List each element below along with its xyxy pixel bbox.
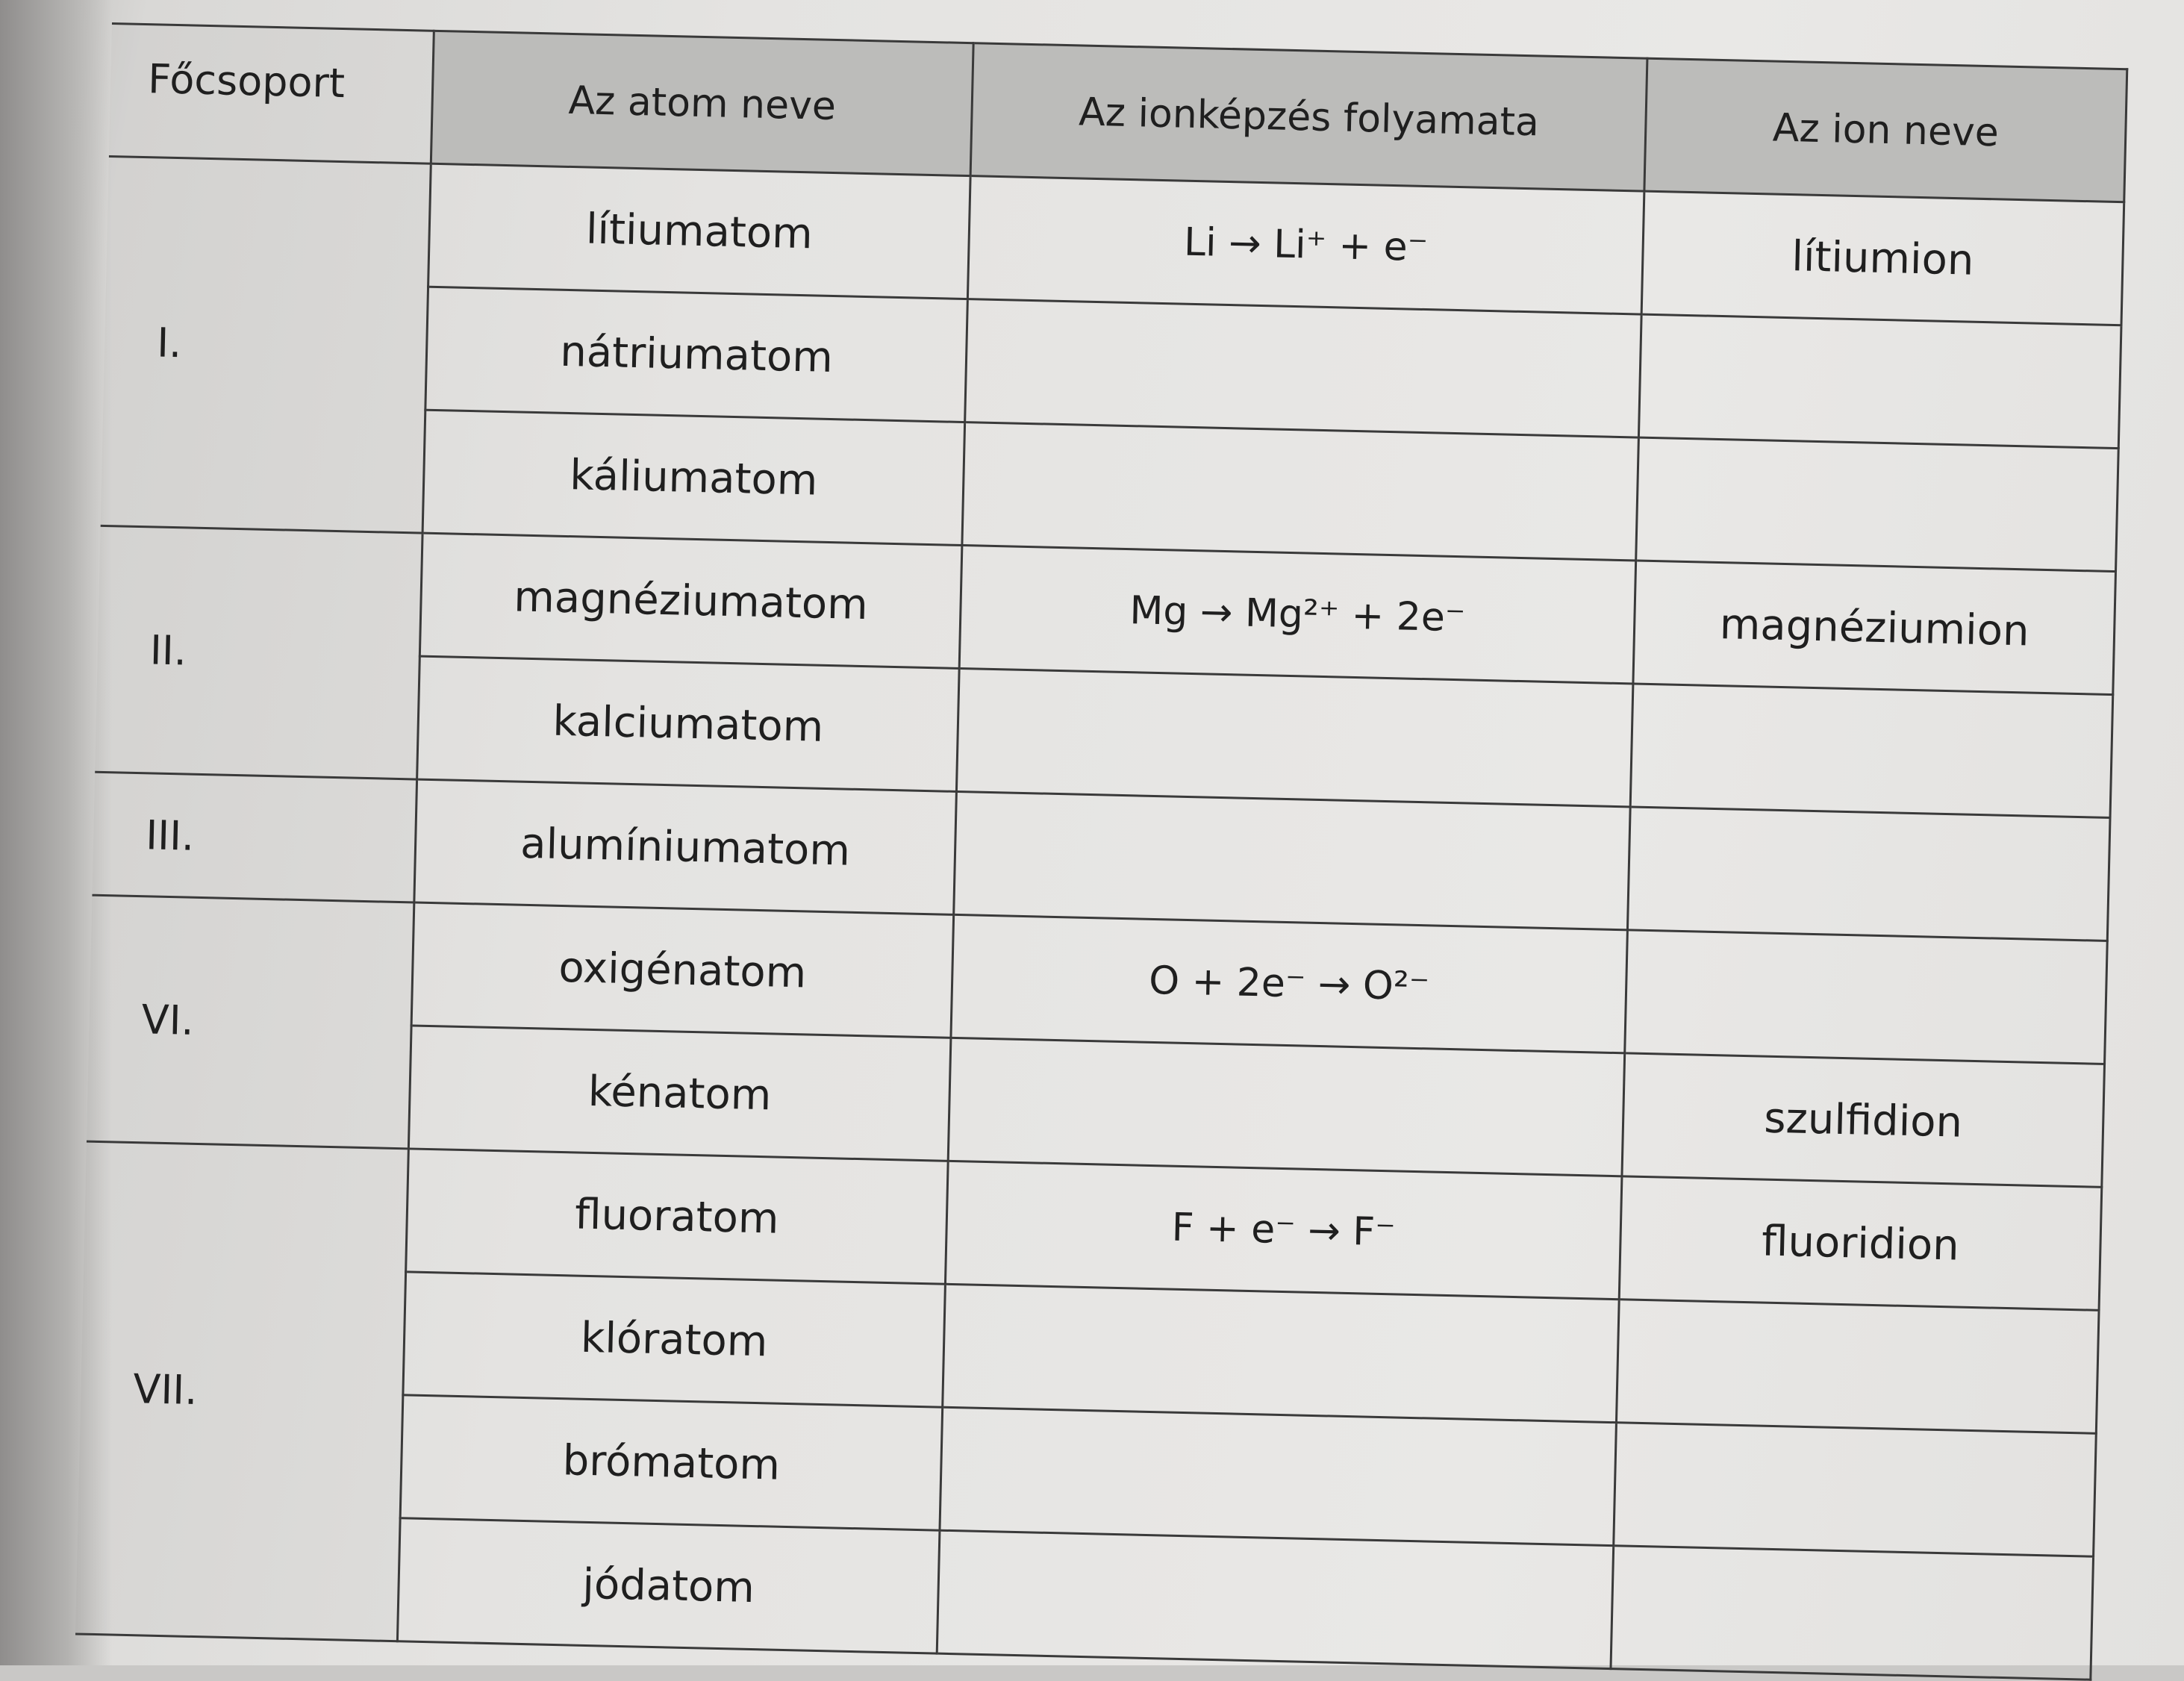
- process-cell: O + 2e⁻ → O²⁻: [951, 914, 1628, 1052]
- process-cell: Mg → Mg²⁺ + 2e⁻: [959, 546, 1636, 684]
- ion-name-cell: [1636, 437, 2119, 572]
- ion-name-cell: [1625, 930, 2108, 1064]
- ion-name-cell: [1611, 1546, 2094, 1680]
- atom-name-cell: fluoratom: [406, 1149, 949, 1284]
- ion-name-cell: fluoridion: [1619, 1176, 2102, 1311]
- ion-name-cell: [1616, 1300, 2099, 1434]
- process-cell: F + e⁻ → F⁻: [945, 1161, 1622, 1299]
- header-ion-name: Az ion neve: [1644, 58, 2127, 202]
- process-cell: [965, 299, 1642, 437]
- atom-name-cell: káliumatom: [422, 410, 965, 545]
- ion-name-cell: magnéziumion: [1633, 561, 2116, 695]
- atom-name-cell: brómatom: [400, 1395, 943, 1530]
- atom-name-cell: nátriumatom: [425, 287, 968, 422]
- group-cell: VII.: [75, 1141, 408, 1641]
- process-cell: [962, 422, 1639, 561]
- atom-name-cell: oxigénatom: [411, 902, 954, 1038]
- atom-name-cell: kalciumatom: [417, 656, 960, 791]
- atom-name-cell: alumíniumatom: [414, 779, 957, 914]
- ion-name-cell: lítiumion: [1641, 191, 2124, 325]
- ion-name-cell: [1638, 314, 2121, 449]
- group-cell: II.: [95, 525, 422, 779]
- atom-name-cell: kénatom: [408, 1026, 951, 1161]
- process-cell: [948, 1038, 1625, 1176]
- header-atom-name: Az atom neve: [431, 31, 973, 175]
- ion-name-cell: [1614, 1423, 2097, 1557]
- process-cell: [956, 668, 1633, 806]
- group-cell: I.: [101, 156, 431, 533]
- ion-formation-table: [75, 22, 2128, 1681]
- process-cell: [954, 791, 1631, 929]
- process-cell: Li → Li⁺ + e⁻: [967, 176, 1644, 314]
- process-cell: [937, 1530, 1614, 1668]
- ion-name-cell: [1627, 807, 2110, 941]
- ion-name-cell: szulfidion: [1622, 1053, 2105, 1188]
- header-main-group: Főcsoport: [109, 23, 434, 163]
- group-cell: III.: [92, 772, 416, 902]
- atom-name-cell: klóratom: [403, 1272, 946, 1407]
- group-cell: VI.: [87, 895, 414, 1149]
- atom-name-cell: lítiumatom: [428, 163, 971, 299]
- header-ion-formation: Az ionképzés folyamata: [970, 43, 1647, 191]
- atom-name-cell: jódatom: [397, 1518, 940, 1653]
- process-cell: [943, 1284, 1620, 1422]
- ion-name-cell: [1630, 684, 2113, 818]
- atom-name-cell: magnéziumatom: [419, 533, 962, 668]
- process-cell: [940, 1407, 1617, 1545]
